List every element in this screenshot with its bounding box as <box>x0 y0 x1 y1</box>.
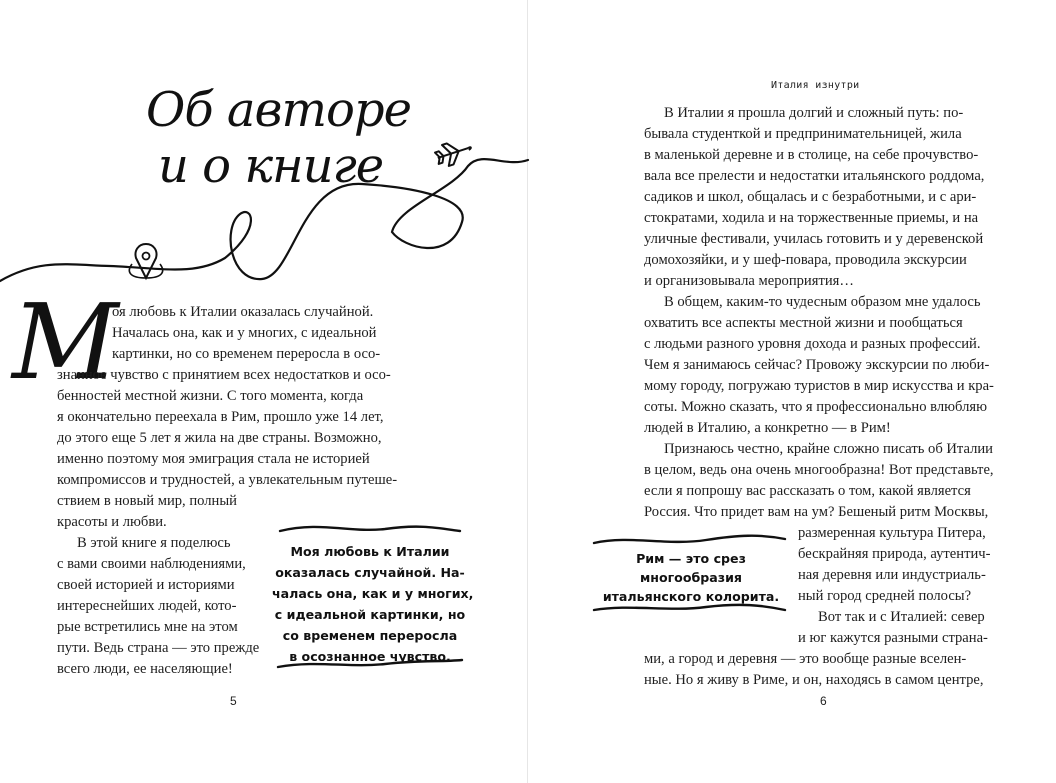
text-line: рые встретились мне на этом <box>57 619 238 635</box>
text-line: ная деревня или индустриаль- <box>798 567 986 583</box>
pull-quote-line: итальянского колорита. <box>602 589 780 604</box>
text-line: своей историей и историями <box>57 577 235 593</box>
text-line: и организовывала мероприятия… <box>644 273 854 289</box>
text-line: домохозяйки, и у шеф-повара, проводила экскурсии <box>644 252 967 268</box>
page-divider <box>527 0 528 783</box>
pull-quote-line: чалась она, как и у многих, <box>272 586 474 601</box>
text-line: вала все прелести и недостатки итальянского роддома, <box>644 168 985 184</box>
text-line: уличные фестивали, училась готовить и у деревенской <box>644 231 984 247</box>
text-line: В этой книге я поделюсь <box>77 535 231 551</box>
text-line: В Италии я прошла долгий и сложный путь: по- <box>664 105 964 121</box>
text-line: Признаюсь честно, крайне сложно писать об Италии <box>664 441 993 457</box>
text-line: красоты и любви. <box>57 514 167 530</box>
pull-quote-line: оказалась случайной. На- <box>275 565 465 580</box>
text-line: знанное чувство с принятием всех недостатков и осо- <box>57 367 391 383</box>
text-line: и юг кажутся разными страна- <box>798 630 988 646</box>
pull-quote-line: в осознанное чувство. <box>289 649 451 664</box>
text-line: людей в Италию, а конкретно — в Рим! <box>644 420 891 436</box>
text-line: в маленькой деревне и в столице, на себе прочувство- <box>644 147 979 163</box>
text-line: до этого еще 5 лет я жила на две страны. Возможно, <box>57 430 382 446</box>
text-line: бескрайняя природа, аутентич- <box>798 546 991 562</box>
text-line: оя любовь к Италии оказалась случайной. <box>112 304 374 320</box>
page-number-right: 6 <box>820 694 827 708</box>
right-pull-quote <box>596 549 786 606</box>
text-line: охватить все аспекты местной жизни и пообщаться <box>644 315 963 331</box>
text-line: картинки, но со временем переросла в осо- <box>112 346 381 362</box>
text-line: с людьми разного уровня дохода и разных профессий. <box>644 336 981 352</box>
pull-quote-line: со временем переросла <box>282 628 458 643</box>
text-line: я окончательно переехала в Рим, прошло уже 14 лет, <box>57 409 384 425</box>
text-line: в целом, ведь она очень многообразна! Вот представьте, <box>644 462 994 478</box>
quote-frame-top-left <box>280 527 460 531</box>
text-line: Началась она, как и у многих, с идеальной <box>112 325 377 341</box>
text-line: садиков и школ, общалась и с безработными, и с ари- <box>644 189 977 205</box>
drop-cap: М <box>12 281 119 403</box>
text-line: Вот так и с Италией: север <box>818 609 985 625</box>
left-pull-quote <box>272 541 474 667</box>
pull-quote-line: Моя любовь к Италии <box>290 544 450 559</box>
text-line: если я попрошу вас рассказать о том, какой является <box>644 483 971 499</box>
map-pin-icon <box>129 244 162 278</box>
text-line: именно поэтому моя эмиграция стала не историей <box>57 451 370 467</box>
pull-quote-line: Рим — это срез <box>636 551 746 566</box>
text-line: ный город средней полосы? <box>798 588 972 604</box>
running-head: Италия изнутри <box>771 80 860 91</box>
text-line: с вами своими наблюдениями, <box>57 556 246 572</box>
text-line: всего люди, ее населяющие! <box>57 661 233 677</box>
text-line: размеренная культура Питера, <box>798 525 986 541</box>
airplane-icon <box>433 137 474 169</box>
text-line: стократами, ходила и на торжественные приемы, и на <box>644 210 979 226</box>
text-line: соты. Можно сказать, что я профессионально влюбляю <box>644 399 988 415</box>
text-line: В общем, каким-то чудесным образом мне удалось <box>664 294 981 310</box>
text-line: ные. Но я живу в Риме, и он, находясь в самом центре, <box>644 672 984 688</box>
text-line: ствием в новый мир, полный <box>57 493 237 509</box>
text-line: Чем я занимаюсь сейчас? Провожу экскурсии по люби- <box>644 357 990 373</box>
pull-quote-line: многообразия <box>639 570 743 585</box>
text-line: Россия. Что придет вам на ум? Бешеный ритм Москвы, <box>644 504 989 520</box>
pull-quote-line: с идеальной картинки, но <box>274 607 466 622</box>
chapter-title-line-2: и о книге <box>158 138 384 194</box>
text-line: бывала студенткой и предпринимательницей, жила <box>644 126 962 142</box>
chapter-title-line-1: Об авторе <box>146 82 412 138</box>
text-line: интереснейших людей, кото- <box>57 598 237 614</box>
text-line: бенностей местной жизни. С того момента, когда <box>57 388 364 404</box>
text-line: ми, а город и деревня — это вообще разные вселен- <box>644 651 967 667</box>
text-line: пути. Ведь страна — это прежде <box>57 640 260 656</box>
text-line: компромиссов и трудностей, а увлекательным путеше- <box>57 472 398 488</box>
quote-frame-top-right <box>594 536 785 543</box>
text-line: мому городу, погружаю туристов в мир искусства и кра- <box>644 378 994 394</box>
page-number-left: 5 <box>230 694 237 708</box>
